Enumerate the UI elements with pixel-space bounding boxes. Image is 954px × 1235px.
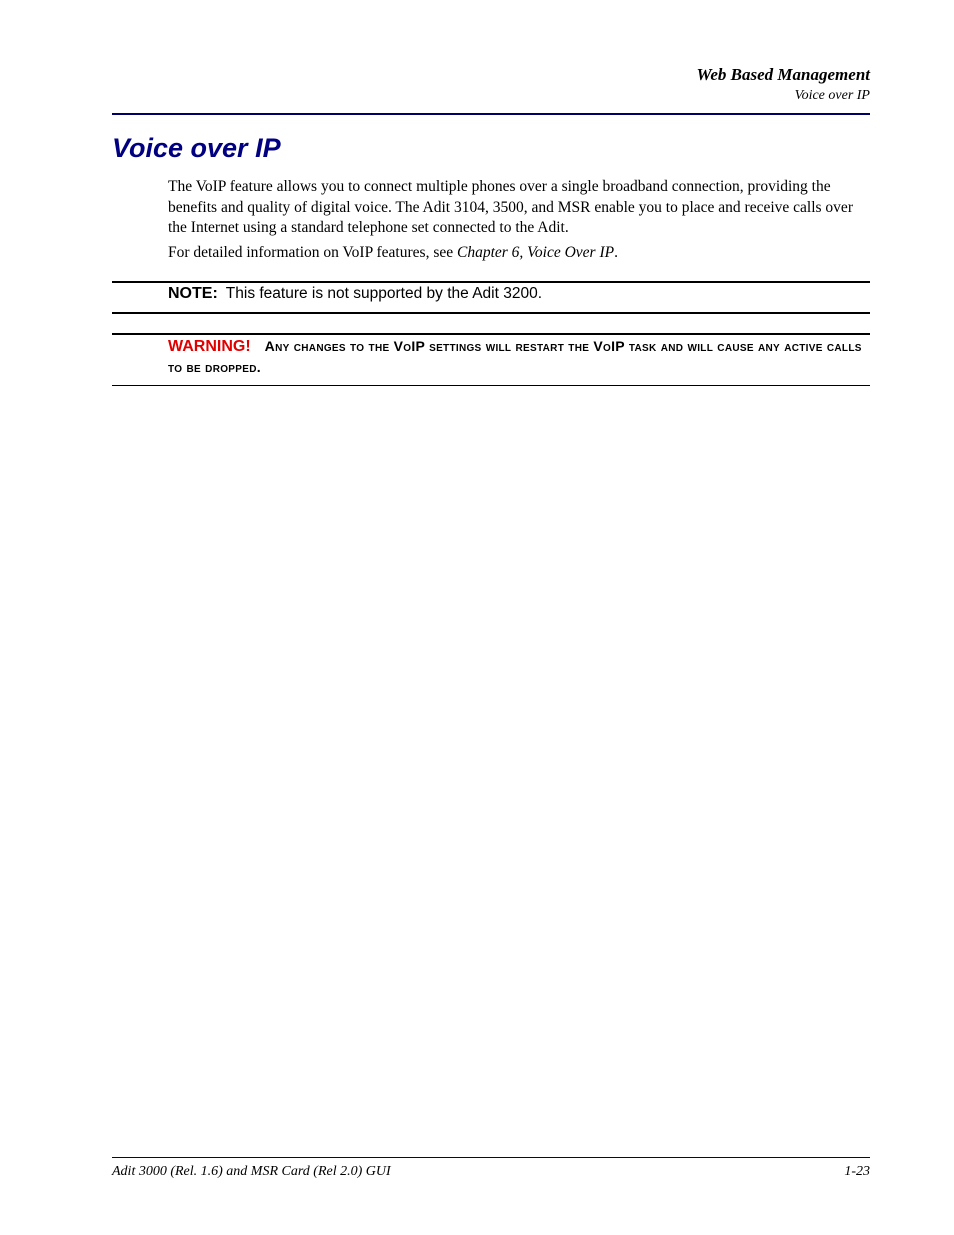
note-top-rule xyxy=(112,281,870,283)
reference-suffix: . xyxy=(614,244,618,261)
warning-label: WARNING! xyxy=(168,338,251,355)
warning-text: Any changes to the VoIP settings will restart the VoIP task and will cause any active calls to be dropped. xyxy=(168,338,862,375)
chapter-reference-link[interactable]: Chapter 6, Voice Over IP xyxy=(456,244,615,261)
note-callout xyxy=(168,284,542,304)
reference-prefix: For detailed information on VoIP features, see xyxy=(168,244,457,261)
section-title: Voice over IP xyxy=(112,133,281,163)
warning-top-rule xyxy=(112,333,870,335)
intro-paragraph: The VoIP feature allows you to connect multiple phones over a single broadband connection, providing the benefits and quality of digital voice. The Adit 3104, 3500, and MSR enable you to place and receive calls over the Internet using a standard telephone set connected to the Adit. xyxy=(168,178,853,236)
reference-paragraph xyxy=(168,243,870,264)
note-bottom-rule xyxy=(112,312,870,314)
warning-bottom-rule xyxy=(112,385,870,386)
running-header xyxy=(697,64,870,106)
header-rule xyxy=(112,113,870,115)
header-title: Web Based Management xyxy=(696,65,870,84)
note-text: This feature is not supported by the Adit 3200. xyxy=(225,285,543,302)
warning-callout xyxy=(168,336,868,378)
footer-document-title: Adit 3000 (Rel. 1.6) and MSR Card (Rel 2.0) GUI xyxy=(112,1164,391,1179)
note-label: NOTE: xyxy=(168,285,218,302)
footer-page-number: 1-23 xyxy=(844,1164,870,1179)
header-subtitle: Voice over IP xyxy=(794,88,870,103)
footer-rule xyxy=(112,1157,870,1158)
